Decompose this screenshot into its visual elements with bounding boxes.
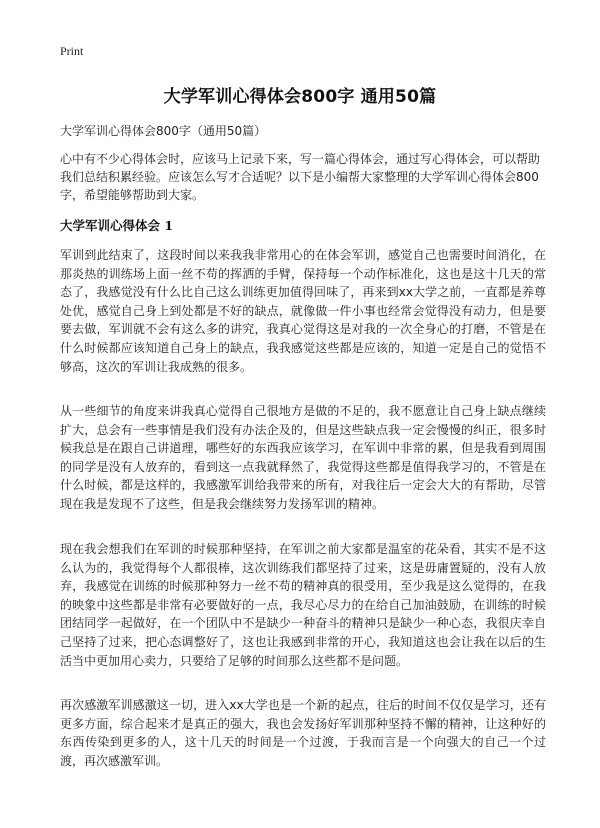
body-paragraph-4: 再次感激军训感激这一切，进入xx大学也是一个新的起点，往后的时间不仅仅是学习，还有更多方面，综合起来才是真正的强大，我也会发扬好军训那种坚持不懈的精神，让这种好的东西传染到更多的人，这十几天的时间是一个过渡，于我而言是一个向强大的自己一个过渡，再次感激军训。 [60, 698, 546, 768]
intro-paragraph: 心中有不少心得体会时，应该马上记录下来，写一篇心得体会，通过写心得体会，可以帮助我们总结积累经验。应该怎么写才合适呢？以下是小编帮大家整理的大学军训心得体会800字，希望能够帮助到大家。 [60, 152, 541, 202]
section-heading: 大学军训心得体会 1 [60, 218, 174, 233]
body-paragraph-1: 军训到此结束了，这段时间以来我我非常用心的在体会军训，感觉自己也需要时间消化，在那炎热的训练场上面一丝不苟的挥洒的手臂，保持每一个动作标准化，这也是这十几天的常态了，我感觉没有什么比自己这么训练更加值得回味了，再来到xx大学之前，一直都是养尊处优，感觉自己身上到处都是不好的缺点，就像做一件小事也经常会觉得没有动力，但是要要去做，军训就不会有这么多的讲究，我真心觉得这是对我的一次全身心的打磨，不管是在什么时候都应该知道自己身上的缺点，我我感觉这些都是应该的，知道一定是自己的觉悟不够高，这次的军训让我成熟的很多。 [60, 248, 546, 374]
body-paragraph-2: 从一些细节的角度来讲我真心觉得自己很地方是做的不足的，我不愿意让自己身上缺点继续扩大，总会有一些事情是我们没有办法企及的，但是这些缺点我一定会慢慢的纠正，很多时候我总是在跟自己讲道理，哪些好的东西我应该学习，在军训中非常的累，但是我看到周围的同学是没有人放弃的，看到这一点我就释然了，我觉得这些都是值得我学习的，不管是在什么时候，都是这样的，我感激军训给我带来的所有，对我往后一定会大大的有帮助，尽管现在我是发现不了这些，但是我会继续努力发扬军训的精神。 [60, 404, 546, 511]
document-subtitle: 大学军训心得体会800字（通用50篇） [60, 124, 267, 138]
page-title: 大学军训心得体会800字 通用50篇 [163, 87, 437, 107]
body-paragraph-3: 现在我会想我们在军训的时候那种坚持，在军训之前大家都是温室的花朵看，其实不是不这么认为的，我觉得每个人都很棒，这次训练我们都坚持了过来，这是毋庸置疑的，没有人放弃，我感觉在训练的时候那种努力一丝不苟的精神真的很受用，至少我是这么觉得的，在我的映象中这些都是非常有必要做好的一点，我尽心尽力的在给自己加油鼓励，在训练的时候团结同学一起做好，在一个团队中不是缺少一种奋斗的精神只是缺少一种心态，我很庆幸自己坚持了过来，把心态调整好了，这也让我感到非常的开心，我知道这也会让我在以后的生活当中更加用心卖力，只要给了足够的时间那么这些都不是问题。 [60, 542, 546, 668]
print-link[interactable]: Print [60, 44, 84, 58]
